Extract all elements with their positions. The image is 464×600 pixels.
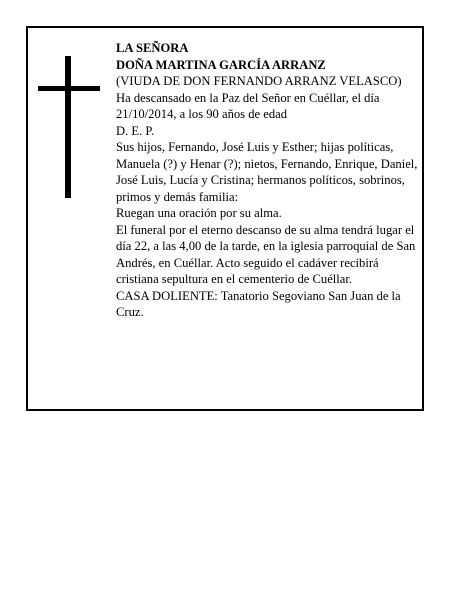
prayer-request: Ruegan una oración por su alma. [116, 206, 282, 220]
cross-icon [38, 56, 100, 198]
rip-line: D. E. P. [116, 123, 155, 138]
death-statement: Ha descansado en la Paz del Señor en Cuéllar, el día 21/10/2014, a los 90 años de edad [116, 90, 380, 121]
heading-title: LA SEÑORA [116, 41, 189, 55]
cross-horizontal-bar [38, 86, 100, 91]
deceased-name: DOÑA MARTINA GARCÍA ARRANZ [116, 57, 326, 72]
widow-line: (VIUDA DE DON FERNANDO ARRANZ VELASCO) [116, 74, 402, 88]
obituary-notice [26, 26, 424, 411]
funeral-details: El funeral por el eterno descanso de su alma tendrá lugar el día 22, a las 4,00 de la tarde, en la iglesia parroquial de San Andrés, en Cuéllar. Acto seguido el cadáver recibirá cristiana sepultura en el cementerio de Cuéllar. [116, 222, 416, 286]
casa-doliente: CASA DOLIENTE: Tanatorio Segoviano San Juan de la Cruz. [116, 288, 401, 319]
cross-vertical-bar [65, 56, 71, 198]
family-list: Sus hijos, Fernando, José Luis y Esther; hijas políticas, Manuela (?) y Henar (?); nietos, Fernando, Enrique, Daniel, José Luis, Lucía y Cristina; hermanos políticos, sobrinos, primos y demás familia: [116, 140, 418, 204]
notice-text [116, 40, 418, 321]
